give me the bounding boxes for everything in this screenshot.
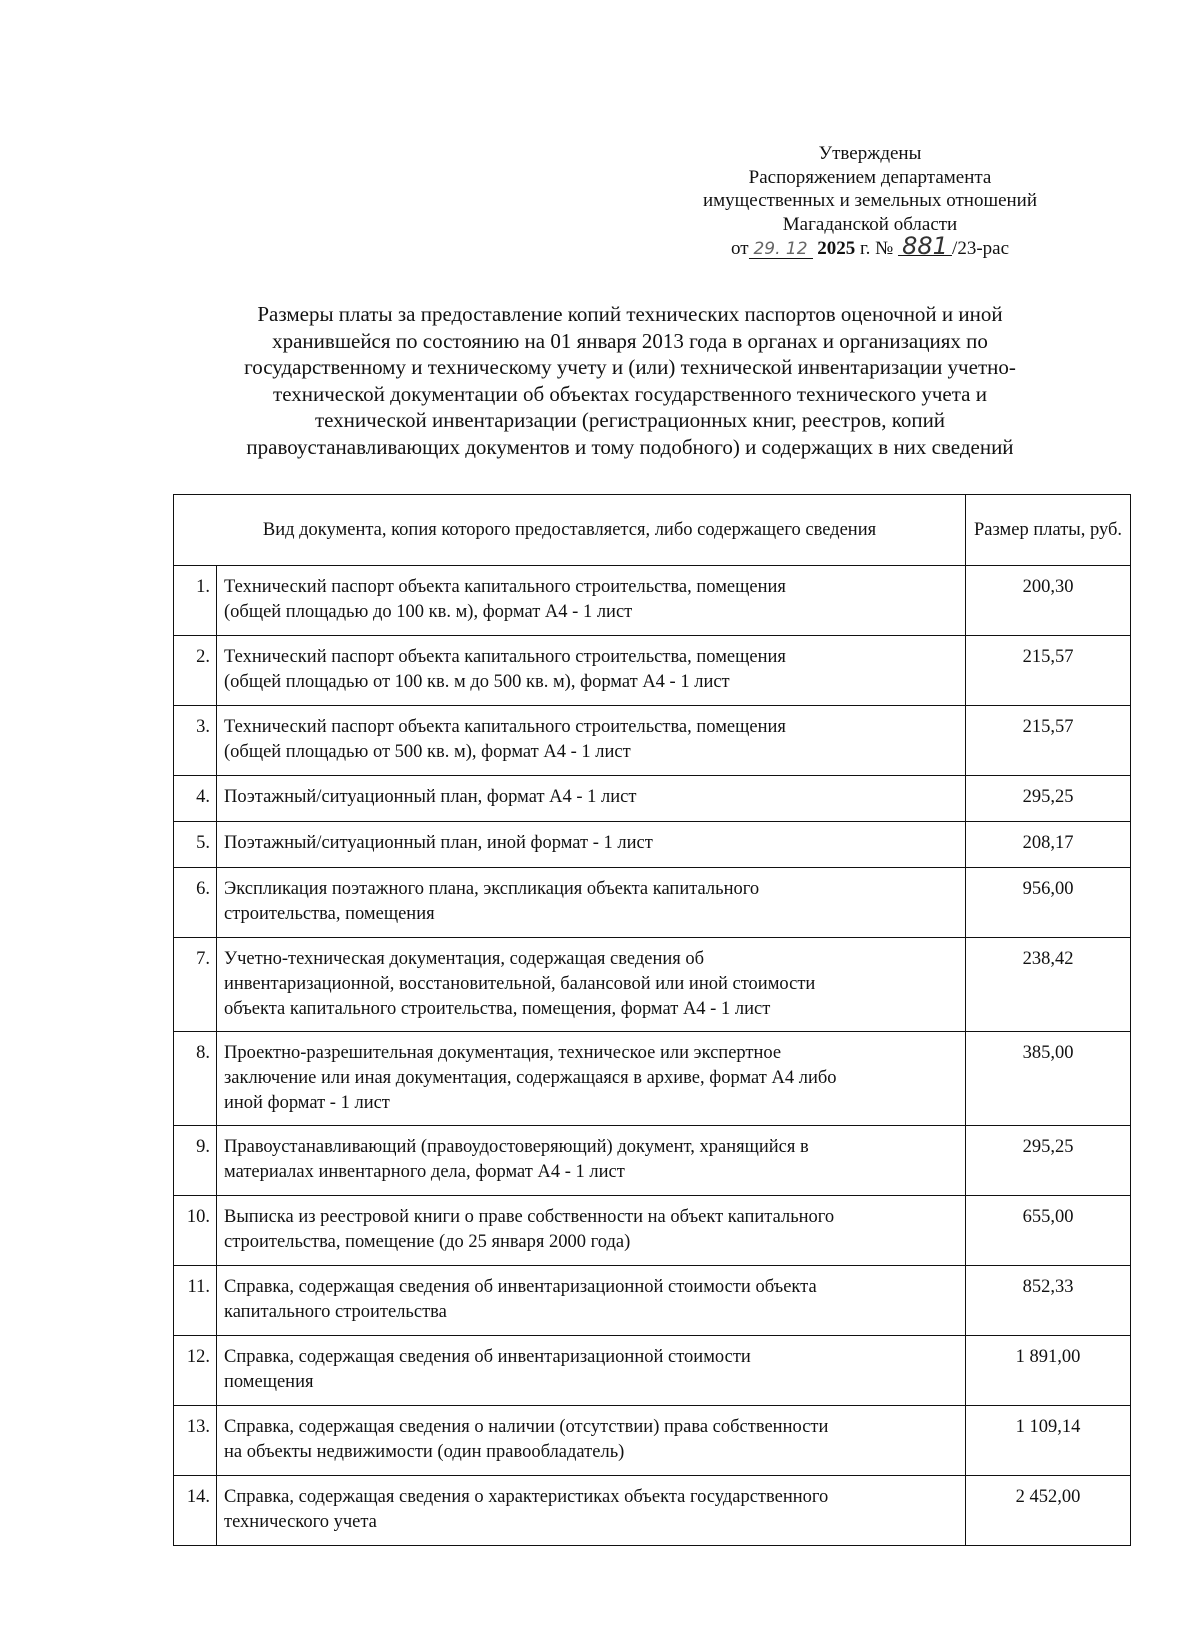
row-number: 6. (174, 868, 217, 938)
title-line: технической инвентаризации (регистрационных книг, реестров, копий (314, 408, 946, 432)
description-line: Поэтажный/ситуационный план, иной формат - 1 лист (224, 833, 653, 853)
description-line: помещения (224, 1372, 314, 1392)
approval-year: 2025 (817, 238, 856, 259)
description-line: строительства, помещения (224, 904, 435, 924)
table-body (174, 566, 1131, 1546)
row-description (217, 706, 966, 776)
title-line: государственному и техническому учету и (или) технической инвентаризации учетно- (244, 355, 1016, 379)
description-line: Справка, содержащая сведения о характеристиках объекта государственного (224, 1487, 829, 1507)
row-number: 14. (174, 1476, 217, 1546)
row-price: 1 891,00 (966, 1336, 1131, 1406)
row-price: 655,00 (966, 1196, 1131, 1266)
row-price: 238,42 (966, 938, 1131, 1032)
row-number: 8. (174, 1032, 217, 1126)
row-number: 3. (174, 706, 217, 776)
row-number: 11. (174, 1266, 217, 1336)
row-number: 7. (174, 938, 217, 1032)
description-line: технического учета (224, 1512, 377, 1532)
row-description (217, 1476, 966, 1546)
description-line: Справка, содержащая сведения об инвентаризационной стоимости объекта (224, 1277, 817, 1297)
description-line: Технический паспорт объекта капитального строительства, помещения (224, 647, 786, 667)
handwritten-date: 29. 12 (749, 240, 813, 259)
year-suffix: г. № (860, 238, 894, 259)
row-price: 956,00 (966, 868, 1131, 938)
row-number: 10. (174, 1196, 217, 1266)
table-row (174, 1196, 1131, 1266)
approval-line-department: имущественных и земельных отношений (702, 190, 1038, 211)
approval-block (640, 142, 1100, 261)
title-line: технической документации об объектах государственного технического учета и (273, 381, 987, 406)
table-row (174, 1126, 1131, 1196)
title-line: правоустанавливающих документов и тому подобного) и содержащих в них сведений (246, 434, 1014, 459)
description-line: Экспликация поэтажного плана, экспликация объекта капитального (224, 879, 760, 899)
approval-line-region: Магаданской области (782, 213, 958, 235)
row-price: 295,25 (966, 776, 1131, 822)
row-description (217, 1266, 966, 1336)
table-row (174, 706, 1131, 776)
row-price: 385,00 (966, 1032, 1131, 1126)
description-line: иной формат - 1 лист (224, 1093, 390, 1113)
approval-line-order: Распоряжением департамента (748, 166, 992, 188)
row-price: 1 109,14 (966, 1406, 1131, 1476)
row-price: 852,33 (966, 1266, 1131, 1336)
table-row (174, 1032, 1131, 1126)
description-line: Проектно-разрешительная документация, техническое или экспертное (224, 1043, 782, 1063)
description-line: Справка, содержащая сведения о наличии (отсутствии) права собственности (224, 1417, 829, 1437)
row-number: 2. (174, 636, 217, 706)
table-row (174, 566, 1131, 636)
handwritten-number: 881 (898, 237, 952, 256)
description-line: объекта капитального строительства, помещения, формат А4 - 1 лист (224, 999, 771, 1019)
description-line: Поэтажный/ситуационный план, формат А4 - 1 лист (224, 787, 637, 807)
date-prefix: от (730, 238, 749, 259)
row-description (217, 1336, 966, 1406)
title-line: Размеры платы за предоставление копий технических паспортов оценочной и иной (257, 302, 1003, 326)
description-line: заключение или иная документация, содержащаяся в архиве, формат А4 либо (224, 1068, 837, 1088)
description-line: Правоустанавливающий (правоудостоверяющий) документ, хранящийся в (224, 1137, 809, 1157)
row-description (217, 938, 966, 1032)
row-price: 2 452,00 (966, 1476, 1131, 1546)
row-description (217, 822, 966, 868)
document-title (180, 301, 1080, 460)
description-line: (общей площадью от 500 кв. м), формат А4 - 1 лист (224, 742, 631, 762)
table-row (174, 1476, 1131, 1546)
row-description (217, 1032, 966, 1126)
row-number: 12. (174, 1336, 217, 1406)
row-description (217, 566, 966, 636)
description-line: строительства, помещение (до 25 января 2000 года) (224, 1232, 631, 1252)
description-line: Учетно-техническая документация, содержащая сведения об (224, 949, 705, 969)
row-number: 4. (174, 776, 217, 822)
number-suffix: /23-рас (952, 238, 1010, 259)
description-line: капитального строительства (224, 1302, 447, 1322)
fees-table (173, 494, 1131, 1546)
description-line: материалах инвентарного дела, формат А4 - 1 лист (224, 1162, 625, 1182)
table-row (174, 868, 1131, 938)
description-line: инвентаризационной, восстановительной, балансовой или иной стоимости (224, 974, 816, 994)
description-line: Справка, содержащая сведения об инвентаризационной стоимости (224, 1347, 751, 1367)
row-number: 9. (174, 1126, 217, 1196)
description-line: Технический паспорт объекта капитального строительства, помещения (224, 577, 786, 597)
description-line: Технический паспорт объекта капитального строительства, помещения (224, 717, 786, 737)
row-price: 295,25 (966, 1126, 1131, 1196)
table-row (174, 1406, 1131, 1476)
approval-line-approved: Утверждены (818, 143, 922, 164)
row-description (217, 1126, 966, 1196)
table-header-row (174, 495, 1131, 566)
row-price: 215,57 (966, 636, 1131, 706)
row-number: 5. (174, 822, 217, 868)
table-row (174, 1336, 1131, 1406)
row-price: 208,17 (966, 822, 1131, 868)
row-description (217, 868, 966, 938)
header-price: Размер платы, руб. (966, 495, 1131, 566)
row-number: 13. (174, 1406, 217, 1476)
table-row (174, 822, 1131, 868)
table-row (174, 776, 1131, 822)
row-price: 215,57 (966, 706, 1131, 776)
title-line: хранившейся по состоянию на 01 января 2013 года в органах и организациях по (272, 328, 988, 353)
description-line: (общей площадью до 100 кв. м), формат А4 - 1 лист (224, 602, 633, 622)
row-description (217, 636, 966, 706)
row-description (217, 776, 966, 822)
row-number: 1. (174, 566, 217, 636)
table-row (174, 636, 1131, 706)
description-line: на объекты недвижимости (один правообладатель) (224, 1442, 625, 1462)
description-line: (общей площадью от 100 кв. м до 500 кв. м), формат А4 - 1 лист (224, 672, 730, 692)
header-document-type: Вид документа, копия которого предоставляется, либо содержащего сведения (174, 495, 966, 566)
row-price: 200,30 (966, 566, 1131, 636)
table-row (174, 1266, 1131, 1336)
table-row (174, 938, 1131, 1032)
row-description (217, 1406, 966, 1476)
description-line: Выписка из реестровой книги о праве собственности на объект капитального (224, 1207, 835, 1227)
approval-date-line (640, 232, 1100, 261)
row-description (217, 1196, 966, 1266)
